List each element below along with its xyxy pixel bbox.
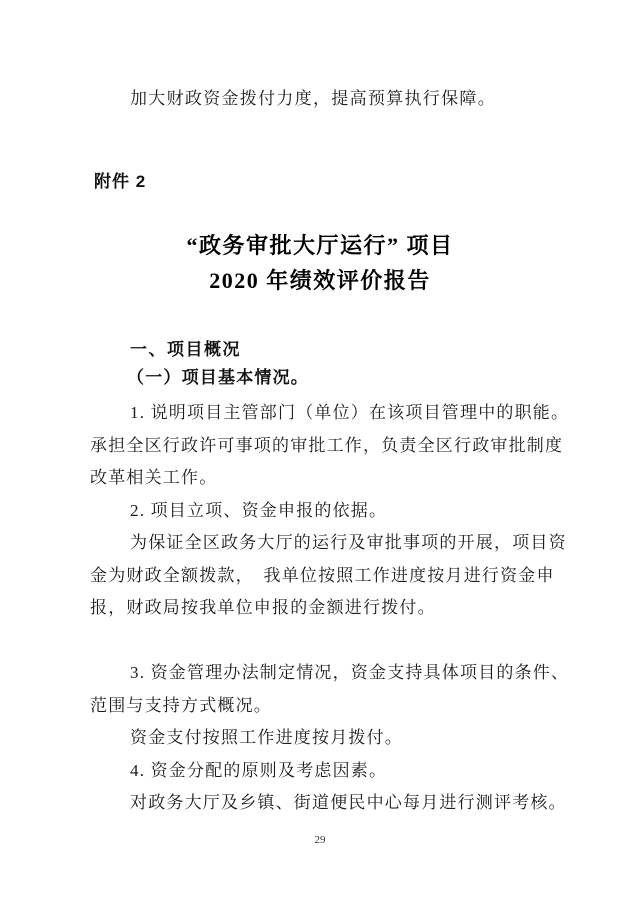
body-line: 范围与支持方式概况。 <box>90 695 272 715</box>
body-line: 改革相关工作。 <box>90 468 218 487</box>
report-title <box>0 228 640 298</box>
body-line: 1. 说明项目主管部门（单位）在该项目管理中的职能。 <box>130 403 570 422</box>
report-title-line2: 2020 年绩效评价报告 <box>209 268 431 293</box>
body-line: 金为财政全额拨款， 我单位按照工作进度按月进行资金申 <box>90 565 555 585</box>
subsection-heading-basic-info: （一）项目基本情况。 <box>127 368 309 387</box>
body-line: 承担全区行政许可事项的审批工作，负责全区行政审批制度 <box>90 435 564 455</box>
body-line: 2. 项目立项、资金申报的依据。 <box>130 500 388 520</box>
body-line: 资金支付按照工作进度按月拨付。 <box>130 728 403 747</box>
body-line: 对政务大厅及乡镇、街道便民中心每月进行测评考核。 <box>130 793 567 812</box>
body-text-block <box>90 397 568 820</box>
body-line: 报，财政局按我单位申报的金额进行拨付。 <box>90 598 436 617</box>
intro-paragraph: 加大财政资金拨付力度，提高预算执行保障。 <box>130 89 496 108</box>
body-line-blank <box>90 625 568 658</box>
section-heading-project-overview: 一、项目概况 <box>130 340 241 359</box>
report-title-line1: “政务审批大厅运行” 项目 <box>186 233 454 258</box>
body-line: 4. 资金分配的原则及考虑因素。 <box>130 760 388 780</box>
body-line: 3. 资金管理办法制定情况，资金支持具体项目的条件、 <box>130 663 570 682</box>
attachment-label: 附件 2 <box>94 172 147 191</box>
body-line: 为保证全区政务大厅的运行及审批事项的开展，项目资 <box>130 533 567 552</box>
page-number: 29 <box>314 834 326 846</box>
